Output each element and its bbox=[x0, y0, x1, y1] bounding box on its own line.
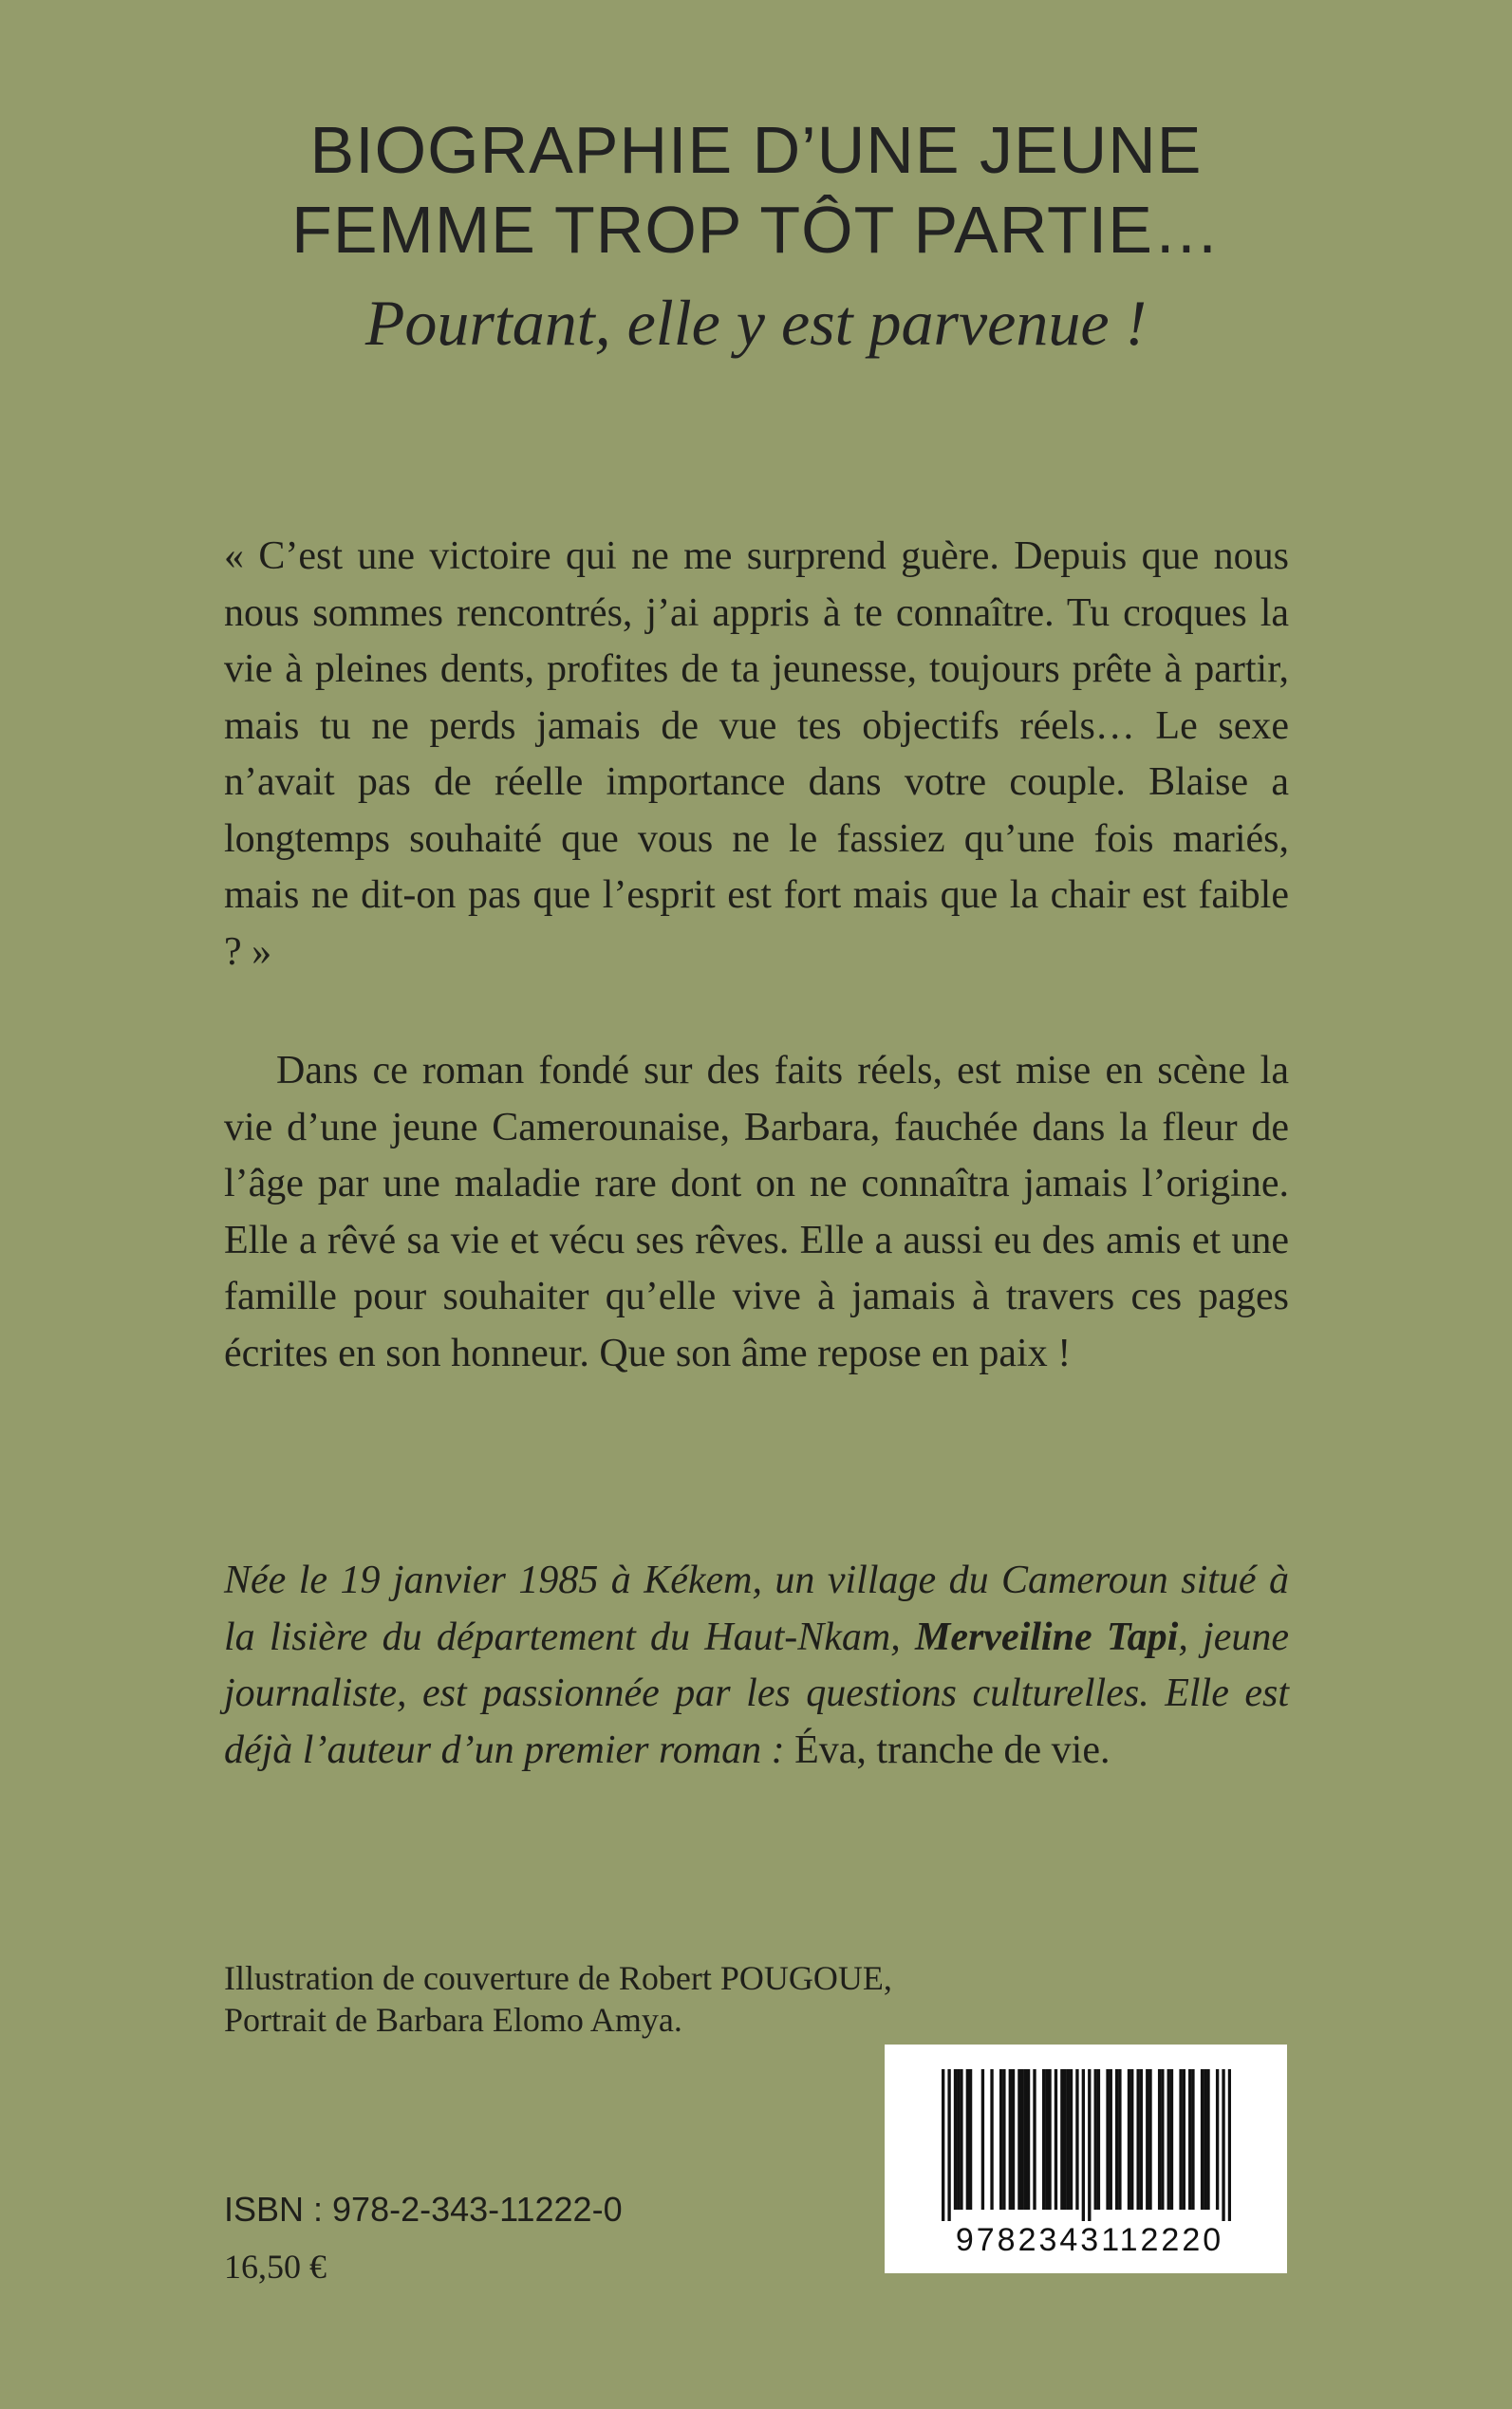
barcode-bar bbox=[1130, 2069, 1133, 2210]
barcode-bar bbox=[1027, 2069, 1030, 2210]
barcode-bar bbox=[1094, 2069, 1097, 2210]
barcode-bar bbox=[1136, 2069, 1139, 2210]
barcode-bar bbox=[1170, 2069, 1173, 2210]
subtitle: Pourtant, elle y est parvenue ! bbox=[364, 287, 1148, 359]
barcode-bar bbox=[1115, 2069, 1118, 2210]
barcode-bar bbox=[1201, 2069, 1204, 2210]
barcode-bar bbox=[1045, 2069, 1048, 2210]
barcode-bar bbox=[954, 2069, 957, 2210]
barcode-bar bbox=[1158, 2069, 1161, 2210]
barcode-bar bbox=[1106, 2069, 1109, 2210]
barcode-bar bbox=[990, 2069, 993, 2210]
barcode-bar bbox=[1070, 2069, 1073, 2210]
barcode-bar bbox=[1075, 2069, 1078, 2210]
barcode-bar bbox=[1082, 2069, 1085, 2221]
barcode-bar bbox=[1148, 2069, 1151, 2210]
barcode-bar bbox=[1017, 2069, 1020, 2210]
author-bio bbox=[224, 1553, 1289, 1779]
barcode-bar bbox=[981, 2069, 984, 2210]
barcode-bar bbox=[1002, 2069, 1005, 2210]
illustration-credit: Illustration de couverture de Robert POUGOUE, bbox=[224, 1959, 892, 1997]
barcode-bar bbox=[1188, 2069, 1191, 2210]
barcode-bar bbox=[942, 2069, 944, 2221]
barcode-bar bbox=[1128, 2069, 1130, 2210]
barcode-bar bbox=[1118, 2069, 1121, 2210]
barcode-bar bbox=[1228, 2069, 1231, 2221]
bio-text-middle: , jeune journaliste, est passionnée par les questions culturelles. Elle est déjà l’auteur d’un premier roman : bbox=[224, 1615, 1290, 1772]
barcode-bar bbox=[1191, 2069, 1194, 2210]
barcode-bar bbox=[947, 2069, 950, 2221]
barcode-bar bbox=[1063, 2069, 1066, 2210]
previous-novel-title: Éva, tranche de vie. bbox=[794, 1727, 1111, 1772]
barcode-bar bbox=[1055, 2069, 1057, 2210]
barcode-bar bbox=[1048, 2069, 1051, 2210]
bio-text-start: Née le 19 janvier 1985 à Kékem, un village du Cameroun situé à la lisière du département du Haut-Nkam, bbox=[224, 1559, 1289, 1659]
barcode-bar bbox=[999, 2069, 1002, 2210]
barcode-bar bbox=[1140, 2069, 1143, 2210]
barcode-bar bbox=[1183, 2069, 1185, 2210]
barcode-bar bbox=[960, 2069, 962, 2210]
barcode-bar bbox=[1020, 2069, 1023, 2210]
title-line-1: BIOGRAPHIE D’UNE JEUNE bbox=[309, 113, 1203, 187]
barcode-bar bbox=[957, 2069, 960, 2210]
barcode-bar bbox=[1167, 2069, 1170, 2210]
barcode-bar bbox=[1161, 2069, 1164, 2210]
barcode-bar bbox=[1012, 2069, 1015, 2210]
barcode-bar bbox=[966, 2069, 969, 2210]
excerpt-quote: « C’est une victoire qui ne me surprend guère. Depuis que nous nous sommes rencontrés, j’ai appris à te connaître. Tu croques la vie à pleines dents, profites de ta jeunesse, toujours prête à partir, mais tu ne perds jamais de vue tes objectifs réels… Le sexe n’avait pas de réelle importance dans votre couple. Blaise a longtemps souhaité que vous ne le fassiez qu’une fois mariés, mais ne dit-on pas que l’esprit est fort mais que la chair est faible ? » bbox=[224, 534, 1289, 974]
barcode-bar bbox=[1097, 2069, 1100, 2210]
barcode-bar bbox=[1179, 2069, 1182, 2210]
barcode-bar bbox=[1204, 2069, 1206, 2210]
barcode bbox=[885, 2045, 1287, 2273]
barcode-bar bbox=[969, 2069, 972, 2210]
author-name: Merveiline Tapi bbox=[914, 1615, 1179, 1659]
isbn: ISBN : 978-2-343-11222-0 bbox=[224, 2190, 623, 2229]
barcode-bar bbox=[1042, 2069, 1045, 2210]
barcode-digits: 9782343112220 bbox=[955, 2222, 1224, 2258]
barcode-bar bbox=[1146, 2069, 1148, 2210]
barcode-bar bbox=[1216, 2069, 1219, 2210]
barcode-bars bbox=[942, 2069, 1231, 2221]
barcode-bar bbox=[1088, 2069, 1091, 2221]
barcode-bar bbox=[1060, 2069, 1063, 2210]
barcode-bar bbox=[1024, 2069, 1027, 2210]
barcode-bar bbox=[1033, 2069, 1036, 2210]
barcode-bar bbox=[1206, 2069, 1209, 2210]
book-summary: Dans ce roman fondé sur des faits réels, est mise en scène la vie d’une jeune Camerounaise, Barbara, fauchée dans la fleur de l’âge par une maladie rare dont on ne connaîtra jamais l’origine. Elle a rêvé sa vie et vécu ses rêves. Elle a aussi eu des amis et une famille pour souhaiter qu’elle vive à jamais à travers ces pages écrites en son honneur. Que son âme repose en paix ! bbox=[224, 1049, 1289, 1375]
barcode-bar bbox=[1222, 2069, 1224, 2221]
barcode-bar bbox=[1110, 2069, 1112, 2210]
title-line-2: FEMME TROP TÔT PARTIE… bbox=[291, 193, 1221, 267]
price: 16,50 € bbox=[224, 2248, 327, 2286]
barcode-bar bbox=[1067, 2069, 1070, 2210]
portrait-credit: Portrait de Barbara Elomo Amya. bbox=[224, 2001, 682, 2039]
barcode-bar bbox=[1009, 2069, 1012, 2210]
